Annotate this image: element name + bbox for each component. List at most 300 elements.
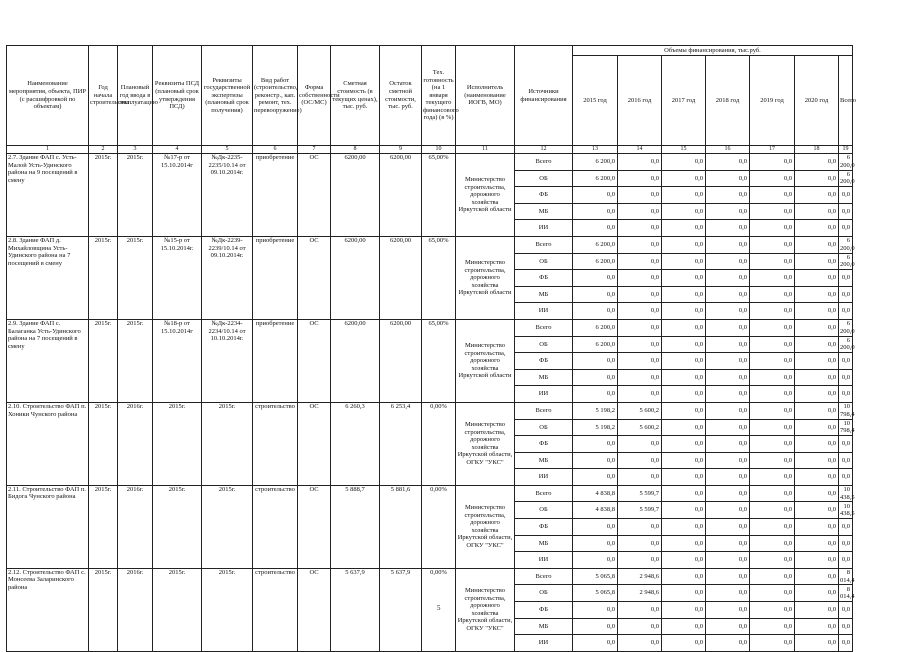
column-number: 3 xyxy=(118,146,153,154)
funding-value: 0,0 xyxy=(706,502,750,519)
column-number: 7 xyxy=(298,146,331,154)
funding-value: 5 065,8 xyxy=(573,585,618,602)
ownership-form: ОС xyxy=(298,402,331,485)
funding-value: 0,0 xyxy=(750,303,795,320)
funding-value: 0,0 xyxy=(618,618,662,635)
funding-source: Всего xyxy=(515,319,573,336)
funding-source: ИИ xyxy=(515,469,573,486)
executor-org: Министерство строительства, дорожного хозяйства Иркутской области, ОГКУ "УКС" xyxy=(456,568,515,651)
funding-value: 0,0 xyxy=(706,236,750,253)
funding-value: 0,0 xyxy=(839,635,853,652)
funding-value: 10 798,4 xyxy=(840,403,855,418)
funding-value: 0,0 xyxy=(795,568,839,585)
column-number: 9 xyxy=(380,146,422,154)
funding-source: ОБ xyxy=(515,170,573,187)
funding-value: 0,0 xyxy=(795,236,839,253)
commission-year: 2015г. xyxy=(118,319,153,402)
funding-value: 0,0 xyxy=(618,519,662,536)
funding-value: 0,0 xyxy=(839,203,853,220)
column-number: 11 xyxy=(456,146,515,154)
funding-value: 6 200,0 xyxy=(573,336,618,353)
funding-value: 0,0 xyxy=(795,602,839,619)
start-year: 2015г. xyxy=(89,402,118,485)
funding-value: 5 599,7 xyxy=(618,502,662,519)
header-remaining-cost: Остаток сметной стоимости, тыс. руб. xyxy=(380,46,422,146)
work-type: приобретение xyxy=(253,319,298,402)
table-row xyxy=(7,236,853,253)
funding-value: 0,0 xyxy=(795,519,839,536)
funding-value: 0,0 xyxy=(706,635,750,652)
funding-value: 0,0 xyxy=(573,602,618,619)
psd-details: 2015г. xyxy=(153,568,202,651)
funding-value: 0,0 xyxy=(839,270,853,287)
funding-source: МБ xyxy=(515,286,573,303)
funding-table-sheet xyxy=(6,45,856,652)
funding-value: 6 200,0 xyxy=(840,237,855,252)
funding-value: 0,0 xyxy=(795,369,839,386)
funding-value: 0,0 xyxy=(573,635,618,652)
estimated-cost: 6200,00 xyxy=(331,236,380,319)
column-number: 12 xyxy=(515,146,573,154)
header-estimated-cost: Сметная стоимость (в текущих ценах), тыс. руб. xyxy=(331,46,380,146)
funding-source: ФБ xyxy=(515,602,573,619)
funding-value: 0,0 xyxy=(795,436,839,453)
header-expertise: Реквизиты государственной экспертизы (плановый срок получения) xyxy=(202,46,253,146)
start-year: 2015г. xyxy=(89,319,118,402)
start-year: 2015г. xyxy=(89,485,118,568)
column-number: 10 xyxy=(422,146,456,154)
commission-year: 2016г. xyxy=(118,568,153,651)
funding-value: 5 600,2 xyxy=(618,402,662,419)
funding-value: 0,0 xyxy=(662,618,706,635)
header-psd: Реквизиты ПСД (плановый срок утверждения ПСД) xyxy=(153,46,202,146)
funding-source: МБ xyxy=(515,452,573,469)
remaining-cost: 6 253,4 xyxy=(380,402,422,485)
funding-value: 0,0 xyxy=(573,203,618,220)
funding-value: 10 798,4 xyxy=(840,419,855,435)
funding-value: 0,0 xyxy=(795,552,839,569)
funding-value: 0,0 xyxy=(573,436,618,453)
funding-value: 0,0 xyxy=(706,270,750,287)
funding-value: 0,0 xyxy=(839,602,853,619)
funding-value: 0,0 xyxy=(662,519,706,536)
funding-value: 5 198,2 xyxy=(573,419,618,436)
funding-value: 0,0 xyxy=(750,154,795,171)
funding-value: 0,0 xyxy=(662,402,706,419)
funding-value: 0,0 xyxy=(839,220,853,237)
funding-source: МБ xyxy=(515,203,573,220)
funding-value: 0,0 xyxy=(618,319,662,336)
psd-details: №15-р от 15.10.2014г. xyxy=(153,236,202,319)
commission-year: 2015г. xyxy=(118,154,153,237)
header-ownership: Форма собственности (ОС/МС) xyxy=(298,46,331,146)
readiness: 0,00% xyxy=(422,485,456,568)
funding-value: 0,0 xyxy=(750,469,795,486)
column-number: 5 xyxy=(202,146,253,154)
funding-source: Всего xyxy=(515,236,573,253)
funding-value: 0,0 xyxy=(618,469,662,486)
funding-source: Всего xyxy=(515,485,573,502)
object-name: 2.10. Строительство ФАП п. Хоники Чунского района xyxy=(7,402,89,485)
funding-value: 0,0 xyxy=(662,635,706,652)
funding-value: 0,0 xyxy=(618,635,662,652)
funding-value: 0,0 xyxy=(795,469,839,486)
header-2020: 2020 год xyxy=(795,56,839,146)
executor-org: Министерство строительства, дорожного хозяйства Иркутской области, ОГКУ "УКС" xyxy=(456,485,515,568)
funding-value: 0,0 xyxy=(662,485,706,502)
funding-value: 10 438,5 xyxy=(840,502,855,518)
column-number: 13 xyxy=(573,146,618,154)
funding-value: 0,0 xyxy=(618,436,662,453)
header-funding-group: Объемы финансирования, тыс.руб. xyxy=(573,46,853,56)
funding-value: 0,0 xyxy=(706,203,750,220)
funding-value: 6 200,0 xyxy=(573,170,618,187)
funding-value: 0,0 xyxy=(706,286,750,303)
readiness: 0,00% xyxy=(422,402,456,485)
table-body xyxy=(7,154,853,652)
funding-value: 0,0 xyxy=(795,170,839,187)
funding-value: 0,0 xyxy=(750,319,795,336)
funding-value: 0,0 xyxy=(573,353,618,370)
funding-value: 0,0 xyxy=(795,402,839,419)
funding-value: 0,0 xyxy=(795,336,839,353)
column-number: 16 xyxy=(706,146,750,154)
psd-details: №17-р от 15.10.2014г xyxy=(153,154,202,237)
column-number: 18 xyxy=(795,146,839,154)
commission-year: 2015г. xyxy=(118,236,153,319)
header-2016: 2016 год xyxy=(618,56,662,146)
estimated-cost: 6 260,3 xyxy=(331,402,380,485)
start-year: 2015г. xyxy=(89,568,118,651)
funding-value: 0,0 xyxy=(573,469,618,486)
funding-value: 0,0 xyxy=(750,602,795,619)
funding-value: 6 200,0 xyxy=(573,319,618,336)
funding-value: 0,0 xyxy=(750,436,795,453)
readiness: 0,00% xyxy=(422,568,456,651)
funding-value: 0,0 xyxy=(750,585,795,602)
funding-value: 0,0 xyxy=(573,618,618,635)
funding-value: 0,0 xyxy=(839,452,853,469)
funding-value: 0,0 xyxy=(839,618,853,635)
header-start-year: Год начала строительства xyxy=(89,46,118,146)
funding-value: 0,0 xyxy=(618,220,662,237)
funding-value: 0,0 xyxy=(750,635,795,652)
commission-year: 2016г. xyxy=(118,485,153,568)
executor-org: Министерство строительства, дорожного хозяйства Иркутской области xyxy=(456,236,515,319)
funding-source: МБ xyxy=(515,618,573,635)
funding-value: 0,0 xyxy=(839,469,853,486)
funding-value: 4 838,8 xyxy=(573,485,618,502)
funding-value: 0,0 xyxy=(662,535,706,552)
funding-value: 0,0 xyxy=(795,485,839,502)
funding-value: 0,0 xyxy=(750,253,795,270)
column-number: 4 xyxy=(153,146,202,154)
funding-value: 0,0 xyxy=(750,419,795,436)
funding-value: 0,0 xyxy=(573,369,618,386)
funding-value: 0,0 xyxy=(706,319,750,336)
funding-source: ФБ xyxy=(515,187,573,204)
funding-value: 0,0 xyxy=(795,535,839,552)
funding-value: 0,0 xyxy=(662,236,706,253)
funding-value: 0,0 xyxy=(573,220,618,237)
expertise-details: №Дк-2235-2235/10.14 от 09.10.2014г. xyxy=(202,154,253,237)
funding-value: 0,0 xyxy=(839,436,853,453)
funding-value: 0,0 xyxy=(839,519,853,536)
ownership-form: ОС xyxy=(298,568,331,651)
funding-source: ОБ xyxy=(515,585,573,602)
ownership-form: ОС xyxy=(298,154,331,237)
start-year: 2015г. xyxy=(89,154,118,237)
readiness: 65,00% xyxy=(422,154,456,237)
funding-value: 0,0 xyxy=(662,336,706,353)
ownership-form: ОС xyxy=(298,485,331,568)
funding-value: 0,0 xyxy=(839,535,853,552)
funding-value: 0,0 xyxy=(618,170,662,187)
funding-source: ОБ xyxy=(515,253,573,270)
column-number: 6 xyxy=(253,146,298,154)
funding-value: 0,0 xyxy=(795,635,839,652)
funding-value: 0,0 xyxy=(706,602,750,619)
funding-value: 0,0 xyxy=(795,386,839,403)
table-row xyxy=(7,568,853,585)
executor-org: Министерство строительства, дорожного хозяйства Иркутской области xyxy=(456,154,515,237)
funding-value: 2 948,6 xyxy=(618,585,662,602)
funding-value: 0,0 xyxy=(662,502,706,519)
funding-value: 0,0 xyxy=(662,602,706,619)
funding-value: 0,0 xyxy=(750,568,795,585)
funding-value: 0,0 xyxy=(706,519,750,536)
funding-source: ФБ xyxy=(515,270,573,287)
work-type: приобретение xyxy=(253,236,298,319)
funding-value: 0,0 xyxy=(662,568,706,585)
funding-value: 0,0 xyxy=(795,419,839,436)
funding-value: 0,0 xyxy=(573,552,618,569)
funding-value: 0,0 xyxy=(795,220,839,237)
remaining-cost: 5 637,9 xyxy=(380,568,422,651)
header-2017: 2017 год xyxy=(662,56,706,146)
funding-value: 0,0 xyxy=(750,170,795,187)
funding-value: 0,0 xyxy=(706,369,750,386)
funding-value: 0,0 xyxy=(750,485,795,502)
funding-value: 0,0 xyxy=(706,618,750,635)
funding-value: 0,0 xyxy=(795,203,839,220)
funding-value: 0,0 xyxy=(573,286,618,303)
remaining-cost: 6200,00 xyxy=(380,319,422,402)
funding-value: 0,0 xyxy=(706,436,750,453)
funding-value: 0,0 xyxy=(573,452,618,469)
funding-value: 0,0 xyxy=(618,270,662,287)
funding-value: 8 014,4 xyxy=(840,569,855,584)
header-executor: Исполнитель (наименование ИОГВ, МО) xyxy=(456,46,515,146)
funding-value: 0,0 xyxy=(662,585,706,602)
funding-value: 6 200,0 xyxy=(573,236,618,253)
funding-source: ОБ xyxy=(515,419,573,436)
funding-source: ИИ xyxy=(515,552,573,569)
funding-value: 0,0 xyxy=(662,452,706,469)
funding-source: ИИ xyxy=(515,220,573,237)
column-number: 14 xyxy=(618,146,662,154)
expertise-details: 2015г. xyxy=(202,485,253,568)
funding-value: 0,0 xyxy=(662,353,706,370)
funding-value: 5 599,7 xyxy=(618,485,662,502)
funding-value: 0,0 xyxy=(618,336,662,353)
psd-details: №18-р от 15.10.2014г xyxy=(153,319,202,402)
remaining-cost: 6200,00 xyxy=(380,154,422,237)
funding-value: 0,0 xyxy=(706,154,750,171)
funding-value: 0,0 xyxy=(618,369,662,386)
column-number: 15 xyxy=(662,146,706,154)
funding-value: 0,0 xyxy=(839,552,853,569)
funding-value: 6 200,0 xyxy=(840,336,855,352)
header-total: Всего xyxy=(839,56,853,146)
funding-value: 0,0 xyxy=(839,353,853,370)
header-2015: 2015 год xyxy=(573,56,618,146)
funding-value: 0,0 xyxy=(618,286,662,303)
funding-value: 0,0 xyxy=(618,386,662,403)
funding-value: 0,0 xyxy=(706,187,750,204)
funding-value: 0,0 xyxy=(706,170,750,187)
expertise-details: 2015г. xyxy=(202,402,253,485)
funding-table xyxy=(6,45,856,652)
funding-value: 0,0 xyxy=(706,535,750,552)
funding-value: 4 838,8 xyxy=(573,502,618,519)
funding-value: 0,0 xyxy=(706,220,750,237)
funding-value: 5 600,2 xyxy=(618,419,662,436)
funding-value: 0,0 xyxy=(795,502,839,519)
funding-value: 0,0 xyxy=(795,187,839,204)
executor-org: Министерство строительства, дорожного хозяйства Иркутской области xyxy=(456,319,515,402)
object-name: 2.7. Здание ФАП с. Усть-Малой Усть-Удинского района на 9 посещений в смену xyxy=(7,154,89,237)
funding-value: 0,0 xyxy=(839,286,853,303)
funding-value: 0,0 xyxy=(795,270,839,287)
funding-value: 0,0 xyxy=(750,220,795,237)
funding-source: ФБ xyxy=(515,436,573,453)
funding-value: 0,0 xyxy=(618,236,662,253)
psd-details: 2015г. xyxy=(153,402,202,485)
funding-value: 0,0 xyxy=(706,552,750,569)
estimated-cost: 6200,00 xyxy=(331,319,380,402)
funding-value: 0,0 xyxy=(573,187,618,204)
funding-value: 0,0 xyxy=(750,369,795,386)
funding-value: 0,0 xyxy=(750,270,795,287)
work-type: приобретение xyxy=(253,154,298,237)
funding-value: 0,0 xyxy=(839,369,853,386)
funding-value: 0,0 xyxy=(839,187,853,204)
expertise-details: №Дк-2234-2234/10.14 от 10.10.2014г. xyxy=(202,319,253,402)
funding-value: 0,0 xyxy=(750,402,795,419)
funding-value: 0,0 xyxy=(706,452,750,469)
funding-value: 0,0 xyxy=(573,303,618,320)
funding-value: 0,0 xyxy=(750,618,795,635)
funding-value: 0,0 xyxy=(662,303,706,320)
funding-value: 0,0 xyxy=(839,303,853,320)
funding-value: 0,0 xyxy=(618,535,662,552)
header-commission-year: Плановый год ввода в эксплуатацию xyxy=(118,46,153,146)
funding-value: 0,0 xyxy=(662,270,706,287)
funding-value: 0,0 xyxy=(706,485,750,502)
funding-value: 0,0 xyxy=(706,568,750,585)
object-name: 2.11. Строительство ФАП п. Бидога Чунского района xyxy=(7,485,89,568)
funding-value: 0,0 xyxy=(706,253,750,270)
funding-source: Всего xyxy=(515,402,573,419)
remaining-cost: 5 881,6 xyxy=(380,485,422,568)
commission-year: 2016г. xyxy=(118,402,153,485)
funding-value: 0,0 xyxy=(662,154,706,171)
executor-org: Министерство строительства, дорожного хозяйства Иркутской области, ОГКУ "УКС" xyxy=(456,402,515,485)
funding-value: 0,0 xyxy=(618,552,662,569)
funding-value: 0,0 xyxy=(795,303,839,320)
funding-value: 0,0 xyxy=(618,154,662,171)
funding-value: 6 200,0 xyxy=(840,253,855,269)
funding-value: 0,0 xyxy=(750,552,795,569)
funding-source: ОБ xyxy=(515,502,573,519)
header-2019: 2019 год xyxy=(750,56,795,146)
funding-value: 0,0 xyxy=(795,253,839,270)
funding-value: 0,0 xyxy=(662,419,706,436)
funding-value: 0,0 xyxy=(618,602,662,619)
funding-value: 2 948,6 xyxy=(618,568,662,585)
funding-source: ОБ xyxy=(515,336,573,353)
funding-value: 0,0 xyxy=(662,319,706,336)
funding-source: ИИ xyxy=(515,303,573,320)
column-number-row xyxy=(7,146,853,154)
funding-source: МБ xyxy=(515,369,573,386)
funding-value: 0,0 xyxy=(750,386,795,403)
funding-value: 0,0 xyxy=(750,452,795,469)
funding-value: 6 200,0 xyxy=(840,154,855,169)
funding-value: 0,0 xyxy=(662,386,706,403)
page-number: 5 xyxy=(437,604,441,612)
header-readiness: Тех. готовность (на 1 января текущего финансового года) (в %) xyxy=(422,46,456,146)
funding-value: 0,0 xyxy=(662,220,706,237)
ownership-form: ОС xyxy=(298,236,331,319)
estimated-cost: 5 888,7 xyxy=(331,485,380,568)
funding-value: 0,0 xyxy=(706,303,750,320)
funding-source: ФБ xyxy=(515,519,573,536)
table-row xyxy=(7,485,853,502)
funding-value: 0,0 xyxy=(662,436,706,453)
funding-value: 6 200,0 xyxy=(840,320,855,335)
funding-value: 0,0 xyxy=(573,386,618,403)
column-number: 19 xyxy=(839,146,853,154)
funding-value: 0,0 xyxy=(839,386,853,403)
funding-value: 5 198,2 xyxy=(573,402,618,419)
funding-value: 0,0 xyxy=(706,419,750,436)
funding-value: 0,0 xyxy=(750,187,795,204)
work-type: строительство xyxy=(253,485,298,568)
funding-value: 0,0 xyxy=(618,353,662,370)
estimated-cost: 5 637,9 xyxy=(331,568,380,651)
funding-value: 0,0 xyxy=(795,452,839,469)
funding-value: 0,0 xyxy=(706,353,750,370)
funding-value: 6 200,0 xyxy=(573,253,618,270)
funding-value: 0,0 xyxy=(706,336,750,353)
remaining-cost: 6200,00 xyxy=(380,236,422,319)
funding-value: 0,0 xyxy=(795,618,839,635)
funding-value: 0,0 xyxy=(750,336,795,353)
funding-value: 0,0 xyxy=(706,469,750,486)
funding-value: 0,0 xyxy=(750,286,795,303)
expertise-details: 2015г. xyxy=(202,568,253,651)
funding-source: ИИ xyxy=(515,386,573,403)
funding-value: 6 200,0 xyxy=(573,154,618,171)
table-row xyxy=(7,319,853,336)
funding-value: 0,0 xyxy=(706,585,750,602)
funding-value: 0,0 xyxy=(662,469,706,486)
psd-details: 2015г. xyxy=(153,485,202,568)
funding-source: Всего xyxy=(515,568,573,585)
funding-value: 0,0 xyxy=(573,535,618,552)
